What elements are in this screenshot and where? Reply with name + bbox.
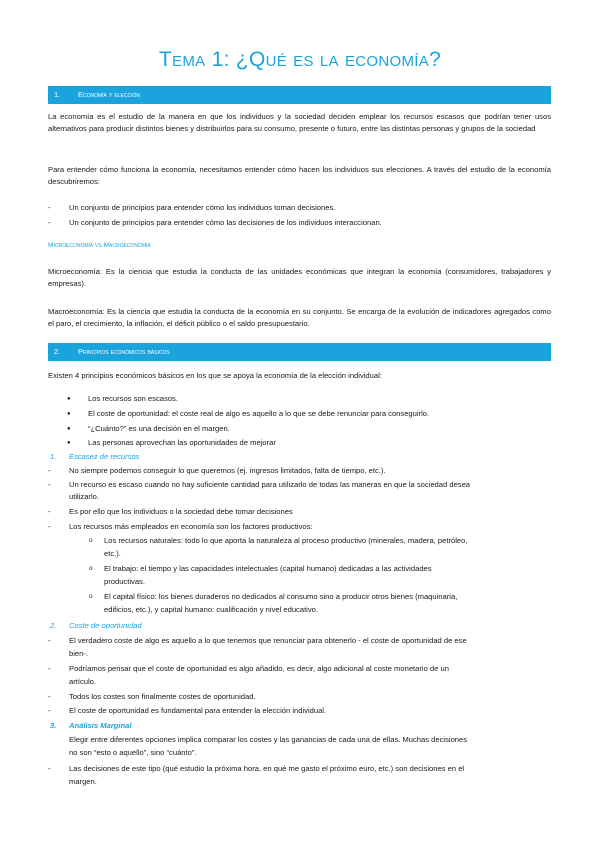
section-1-number: 1. bbox=[54, 90, 61, 99]
list-item: Es por ello que los individuos o la sociedad debe tomar decisiones bbox=[69, 507, 293, 516]
list-item: El coste de oportunidad es fundamental para entender la elección individual. bbox=[69, 706, 327, 715]
paragraph-principles-intro: Existen 4 principios económicos básicos en los que se apoya la economía de la elección individual: bbox=[48, 371, 382, 380]
list-item: Los recursos son escasos. bbox=[88, 394, 178, 403]
list-item: Los recursos naturales: todo lo que aporta la naturaleza al proceso productivo (minerales, madera, petróleo, bbox=[104, 536, 468, 545]
page-title: Tema 1: ¿Qué es la economía? bbox=[158, 48, 442, 71]
section-2-header bbox=[48, 343, 551, 361]
subsection-number: 1. bbox=[50, 452, 57, 461]
subsection-number: 3. bbox=[50, 721, 57, 730]
list-item-continued: margen. bbox=[69, 777, 97, 786]
list-item: No siempre podemos conseguir lo que queremos (ej. ingresos limitados, falta de tiempo, etc.). bbox=[69, 466, 386, 475]
list-item: Las personas aprovechan las oportunidades de mejorar bbox=[88, 438, 276, 447]
list-item: El coste de oportunidad: el coste real de algo es aquello a lo que se debe renunciar para conseguirlo. bbox=[88, 409, 430, 418]
subsection-coste: Coste de oportunidad bbox=[69, 621, 142, 630]
paragraph-marginal-continued: no son “esto o aquello”, sino “cuánto”. bbox=[69, 748, 197, 757]
dash-marker: - bbox=[48, 507, 51, 516]
list-item-continued: etc.). bbox=[104, 549, 121, 558]
list-item: El trabajo: el tiempo y las capacidades intelectuales (capital humano) dedicadas a las actividades bbox=[104, 564, 432, 573]
subsection-number: 2. bbox=[50, 621, 57, 630]
section-2-title: Principios económicos básicos bbox=[78, 347, 170, 356]
list-item: Un recurso es escaso cuando no hay suficiente cantidad para utilizarlo de todas las maneras en que la sociedad desea bbox=[69, 480, 471, 489]
list-item: Las decisiones de este tipo (qué estudio la próxima hora, en qué me gasto el próximo euro, etc.) son decisiones en el bbox=[69, 764, 465, 773]
subheading-micro-macro: Microeconomía vs Macroeconomía bbox=[48, 242, 151, 249]
section-1-header bbox=[48, 86, 551, 104]
paragraph-intro: Para entender cómo funciona la economía, necesitamos entender cómo hacen los individuos sus elecciones. A través del estudio de la economía descubriremos: bbox=[48, 165, 551, 187]
circle-marker: o bbox=[89, 537, 93, 544]
list-item: Un conjunto de principios para entender cómo los individuos toman decisiones. bbox=[69, 203, 336, 212]
list-item-continued: productivas. bbox=[104, 577, 145, 586]
paragraph-macroeconomia: Macroeconomía: Es la ciencia que estudia la conducta de la economía en su conjunto. Se encarga de la evolución de indicadores agregados como el paro, el crecimiento, la inflación, el déficit público o el saldo presupuestario. bbox=[48, 307, 551, 329]
circle-marker: o bbox=[89, 565, 93, 572]
section-2-number: 2. bbox=[54, 347, 61, 356]
dash-marker: - bbox=[48, 218, 51, 227]
list-item-continued: utilizarlo. bbox=[69, 492, 99, 501]
dash-marker: - bbox=[48, 764, 51, 773]
list-item: El verdadero coste de algo es aquello a lo que tenemos que renunciar para obtenerlo - el coste de oportunidad de ese bbox=[69, 636, 467, 645]
list-item: Un conjunto de principios para entender cómo las decisiones de los individuos interaccionan. bbox=[69, 218, 382, 227]
dash-marker: - bbox=[48, 706, 51, 715]
list-item: Todos los costes son finalmente costes de oportunidad. bbox=[69, 692, 256, 701]
list-item: Los recursos más empleados en economía son los factores productivos: bbox=[69, 522, 313, 531]
subsection-marginal: Análisis Marginal bbox=[69, 721, 132, 730]
list-item-continued: edificios, etc.), y capital humano: cualificación y nivel educativo. bbox=[104, 605, 318, 614]
paragraph-definition: La economía es el estudio de la manera en que los individuos y la sociedad deciden emplear los recursos escasos que podrían tener usos alternativos para producir distintos bienes y distribuirlos para su consumo, presente o futuro, entre las distintas personas y grupos de la sociedad bbox=[48, 112, 551, 134]
circle-marker: o bbox=[89, 593, 93, 600]
dash-marker: - bbox=[48, 466, 51, 475]
bullet-marker: ● bbox=[67, 426, 71, 432]
list-item-continued: bien-. bbox=[69, 649, 88, 658]
bullet-marker: ● bbox=[67, 440, 71, 446]
dash-marker: - bbox=[48, 692, 51, 701]
dash-marker: - bbox=[48, 203, 51, 212]
paragraph-marginal: Elegir entre diferentes opciones implica comparar los costes y las ganancias de cada una de ellas. Muchas decisiones bbox=[69, 735, 468, 744]
list-item: Podríamos pensar que el coste de oportunidad es algo añadido, es decir, algo adicional al coste monetario de un bbox=[69, 664, 449, 673]
list-item: El capital físico: los bienes duraderos no dedicados al consumo sino a producir otros bienes (maquinaria, bbox=[104, 592, 458, 601]
dash-marker: - bbox=[48, 664, 51, 673]
paragraph-microeconomia: Microeconomía: Es la ciencia que estudia la conducta de las unidades económicas que integran la economía (consumidores, trabajadores y empresas). bbox=[48, 267, 551, 289]
dash-marker: - bbox=[48, 480, 51, 489]
section-1-title: Economía y elección bbox=[78, 90, 140, 99]
bullet-marker: ● bbox=[67, 411, 71, 417]
list-item: “¿Cuánto?” es una decisión en el margen. bbox=[88, 424, 230, 433]
dash-marker: - bbox=[48, 522, 51, 531]
dash-marker: - bbox=[48, 636, 51, 645]
list-item-continued: artículo. bbox=[69, 677, 97, 686]
bullet-marker: ● bbox=[67, 396, 71, 402]
subsection-escasez: Escasez de recursos bbox=[69, 452, 140, 461]
